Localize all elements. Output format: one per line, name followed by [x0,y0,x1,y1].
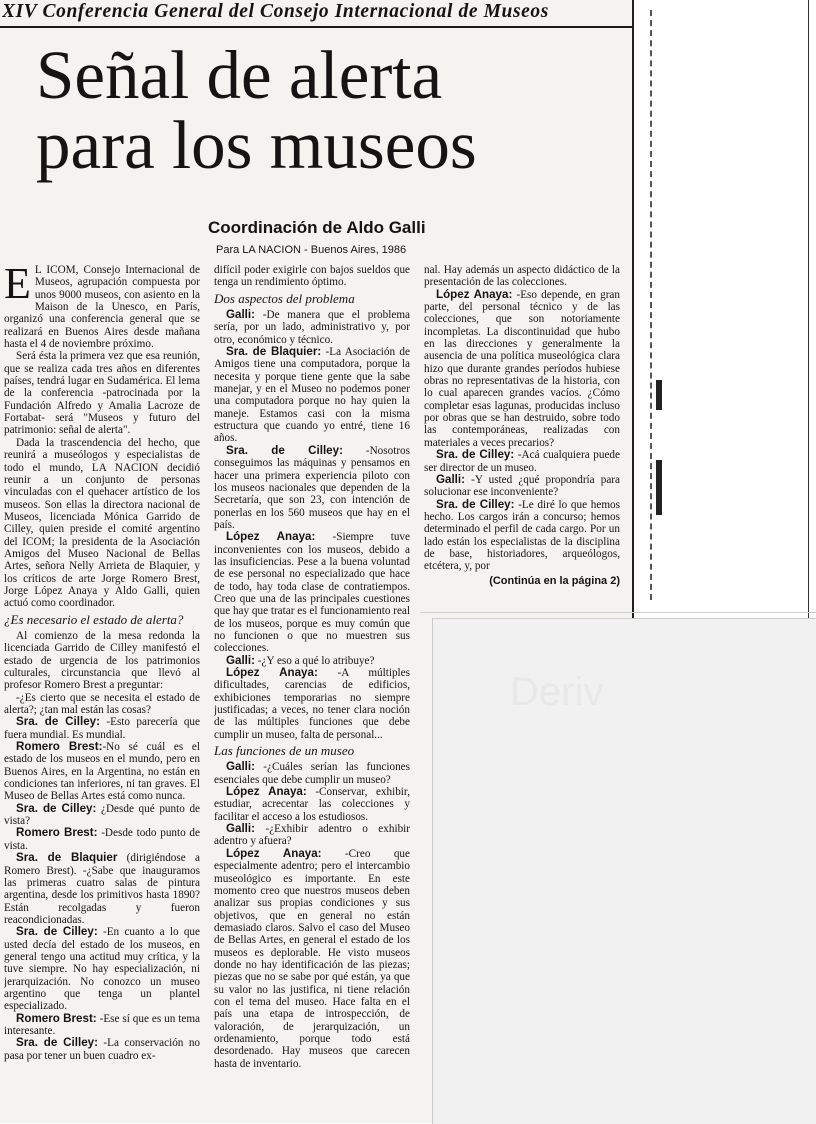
dialogue-line: Galli: -De manera que el problema sería, por un lado, administrativo y, por otro, económico y técnico. [214,308,410,346]
speaker: Galli: [226,760,255,774]
dialogue-line: Sra. de Blaquier (dirigiéndose a Romero Brest). -¿Sabe que inauguramos las primeras cuatro salas de pintura argentina, desde los primitivos hasta 1890? Están recolgadas y fueron reacondicionadas. [4,851,200,926]
dialogue-line: López Anaya: -Conservar, exhibir, estudiar, acrecentar las colecciones y facilitar el acceso a los estudiosos. [214,785,410,823]
paragraph: difícil poder exigirle con bajos sueldos que tenga un rendimiento óptimo. [214,264,410,289]
kicker-rule [0,26,632,28]
subheading: Las funciones de un museo [214,743,355,759]
continued-note: (Continúa en la página 2) [489,574,620,587]
dialogue-line: Sra. de Cilley: -Nosotros conseguimos las máquinas y pensamos en hacer una primera experiencia piloto con los museos nacionales que dependen de la Secretaría, que son 23, con intención de ponerlas en los 560 museos que hay en el país. [214,443,410,531]
speaker: Romero Brest: [16,1011,97,1025]
dialogue-line: Galli: -¿Cuáles serían las funciones esenciales que debe cumplir un museo? [214,760,410,786]
underlying-paper-sheet [432,618,816,1124]
speaker: Sra. de Cilley: [226,443,343,457]
subheading: Dos aspectos del problema [214,290,355,306]
speaker: Romero Brest: [16,740,103,754]
speaker: López Anaya: [226,785,307,799]
section-kicker: XIV Conferencia General del Consejo Internacional de Museos [2,1,549,22]
speaker: López Anaya: [226,666,318,679]
speaker: Romero Brest: [16,826,98,840]
dialogue-line: Galli: -¿Y eso a qué lo atribuye? [226,653,375,667]
speaker: Galli: [226,653,255,667]
speaker: López Anaya: [226,846,322,860]
dialogue-line: Galli: -Y usted ¿qué propondría para solucionar ese inconveniente? [424,472,620,499]
dateline: Para LA NACION - Buenos Aires, 1986 [216,244,407,256]
dialogue-line: Sra. de Cilley: -La conservación no pasa por tener un buen cuadro ex- [4,1036,200,1062]
paper-edge-line [420,612,816,613]
lead-paragraph: E L ICOM, Consejo Internacional de Museos, agrupación compuesta por unos 9000 museos, con asiento en la Maison de la Unesco, en París, organizó una conferencia general que se realizará en Buenos Aires desde mañana hasta el 4 de noviembre próximo. [4,264,200,351]
clipping-edge [632,0,634,660]
speaker: Sra. de Blaquier: [226,345,322,359]
speaker: Galli: [226,308,255,322]
dialogue-line: López Anaya: -A múltiples dificultades, carencias de edificios, exhibiciones temporarias no siempre justificadas; a veces, no tener clara noción de las múltiples funciones que debe cumplir un museo, falta de personal... [214,666,410,741]
speaker: Sra. de Blaquier [16,851,118,865]
byline: Coordinación de Aldo Galli [208,218,426,237]
headline [36,37,626,183]
column-rule-mark [656,460,662,515]
dialogue-line: Sra. de Blaquier: -La Asociación de Amigos tiene una computadora, porque la necesita y porque tiene gente que la sabe manejar, y en el Museo no podemos poner una computadora porque no hay quien la maneje. Estamos casi con la misma estructura que cuando yo entré, tiene 16 años. [214,345,410,445]
speaker: Galli: [436,472,465,486]
dialogue-line: López Anaya: -Creo que especialmente adentro; pero el intercambio museológico es importante. En este momento creo que nuestros museos deben analizar sus propias condiciones y sus objetivos, que en general no están demasiado claros. Salvo el caso del Museo de Bellas Artes, en general el estado de los museos es deplorable. He visto museos donde no hay identificación de las piezas; piezas que no se sabe por qué están, ya que su valor no las justifica, ni tiene relación con el tema del museo. Hace falta en el país una etapa de introspección, de valoración, de jerarquización, un ordenamiento, porque todo está desordenado. Hay museos que carecen hasta de inventario. [214,846,410,1070]
dialogue-line: Sra. de Cilley: -Le diré lo que hemos hecho. Los cargos irán a concurso; hemos determinado el perfil de cada cargo. Por un lado están los especialistas de la disciplina de base, historiadores, arqueólogos, etcétera, y, por [424,497,620,573]
dialogue-line: Sra. de Cilley: -Esto parecería que fuera mundial. Es mundial. [4,715,200,741]
speaker: López Anaya: [226,530,316,544]
dialogue-line: López Anaya: -Eso depende, en gran parte, del personal técnico y de las colecciones, que son notoriamente incompletas. La discontinuidad que hubo en las direcciones y generalmente la ausencia de una política museológica clara hizo que durante grandes períodos hubiese obras no representativas de la historia, con lo cual aparecen grandes vacíos. ¿Cómo completar esas lagunas, producidas incluso por obras que se han destruido, sobre todo las contemporáneas, realizadas con materiales a veces precarios? [424,287,620,449]
dialogue-line: Galli: -¿Exhibir adentro o exhibir adentro y afuera? [214,822,410,848]
paragraph: Será ésta la primera vez que esa reunión, que se realiza cada tres años en diferentes países, tendrá lugar en Sudamérica. El lema de la conferencia -patrocinada por la Fundación Alfredo y Amalia Lacroze de Fortabat- será "Museos y futuro del patrimonio: señal de alerta". [4,350,200,437]
column-rule-mark [656,380,662,410]
subheading: ¿Es necesario el estado de alerta? [4,611,184,627]
speaker: Sra. de Cilley: [16,715,100,729]
speaker: Sra. de Cilley: [436,497,515,511]
dialogue-line: López Anaya: -Siempre tuve inconvenientes con los museos, debido a las insuficiencias. Pese a la buena voluntad de ese personal no especializado que hace de todo, hay toda clase de contratiempos. Creo que una de las principales cuestiones que hay que tratar es el funcionamiento real de los museos, porque es muy común que no funcionen o que no muestren sus colecciones. [214,530,410,655]
article-column-1 [4,264,200,1123]
speaker: Galli: [226,822,255,836]
dialogue-line: Romero Brest:-No sé cuál es el estado de los museos en el mundo, pero en Buenos Aires, en la Argentina, no están en condiciones tan inferiores, ni tan graves. El Museo de Bellas Artes está como nunca. [4,740,200,803]
dialogue-line: Sra. de Cilley: -Acá cualquiera puede ser director de un museo. [424,448,620,474]
dashed-cut-line [650,10,652,600]
paragraph: nal. Hay además un aspecto didáctico de la presentación de las colecciones. [424,264,620,289]
drop-cap: E [4,264,31,308]
faded-text: Deriv [510,670,604,714]
dialogue-line: Sra. de Cilley: -En cuanto a lo que usted decía del estado de los museos, en general tengo una actitud muy crítica, y la tuve siempre. No hay especialización, ni jerarquización. No conozco un museo argentino que tenga un plantel especializado. [4,925,200,1013]
paragraph: Dada la trascendencia del hecho, que reunirá a museólogos y especialistas de todo el mundo, LA NACION decidió reunir a un conjunto de personas vinculadas con el quehacer artístico de los museos. Son ellas la directora nacional de Museos, licenciada Mónica Garrido de Cilley, quien preside el comité argentino del ICOM; la presidenta de la Asociación Amigos del Museo Nacional de Bellas Artes, señora Nelly Arrieta de Blaquier, y los críticos de arte Jorge Romero Brest, Jorge López Anaya y Aldo Galli, quien actuó como coordinador. [4,436,200,610]
speaker: López Anaya: [436,287,513,301]
speaker: Sra. de Cilley: [16,925,98,939]
headline-line-1: Señal de alerta [36,37,443,113]
article-column-3 [424,264,620,644]
paragraph: -¿Es cierto que se necesita el estado de alerta?; ¿tan mal están las cosas? [4,691,200,717]
dialogue-line: Romero Brest: -Desde todo punto de vista. [4,826,200,852]
dialogue-line: Sra. de Cilley: ¿Desde qué punto de vista? [4,801,200,828]
headline-line-2: para los museos [36,107,477,183]
speaker: Sra. de Cilley: [16,1036,98,1050]
speaker: Sra. de Cilley: [16,801,97,815]
right-border-line [808,0,809,660]
article-column-2 [214,264,410,1123]
dialogue-line: Romero Brest: -Ese sí que es un tema interesante. [4,1011,200,1037]
speaker: Sra. de Cilley: [436,448,515,462]
paragraph: Al comienzo de la mesa redonda la licenciada Garrido de Cilley manifestó el estado de urgencia de los patrimonios culturales, circunstancia que llevó al profesor Romero Brest a preguntar: [4,629,200,692]
